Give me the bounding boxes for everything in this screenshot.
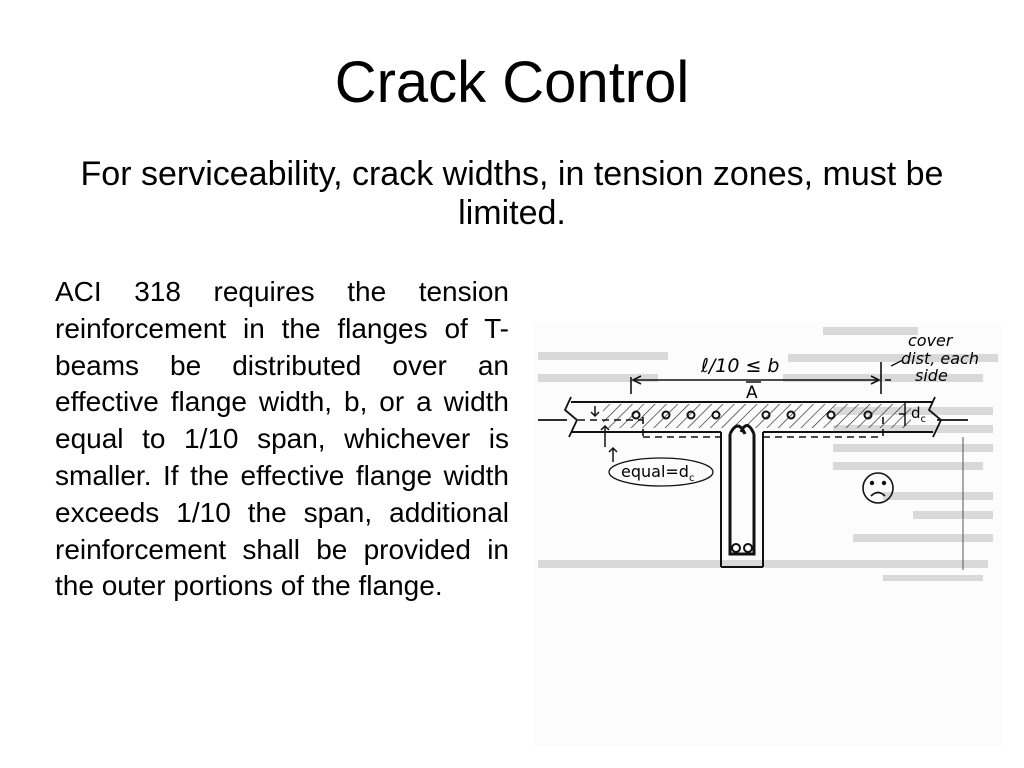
t-beam-drawing	[533, 322, 1002, 747]
stirrup-hooks	[730, 425, 754, 434]
body-paragraph: ACI 318 requires the tension reinforcement in the flanges of T-beams be distributed over an effective flange width, b, or a width equal to 1/10 span, whichever is smaller. If the effective flange width exceeds 1/10 the span, additional reinforcement shall be provided in the outer portions of the flange.	[55, 276, 509, 602]
frown-face-icon	[863, 473, 893, 503]
cover-label-line1: cover	[908, 331, 953, 350]
span-label: ℓ/10 ≤ b	[701, 355, 780, 377]
cover-label-line2: dist, each	[901, 349, 979, 368]
equal-dc-label: $equal=d_c$	[621, 462, 695, 484]
t-beam-sketch	[533, 322, 1002, 747]
bottom-bars	[732, 544, 752, 552]
cover-label-line3: side	[915, 366, 948, 385]
slide-subtitle: For serviceability, crack widths, in tension zones, must be limited.	[80, 155, 944, 232]
area-label: A	[746, 383, 758, 403]
web	[721, 432, 763, 567]
stirrup	[730, 434, 754, 554]
dc-label: $d_c$	[911, 404, 927, 425]
slide-title: Crack Control	[334, 50, 690, 115]
